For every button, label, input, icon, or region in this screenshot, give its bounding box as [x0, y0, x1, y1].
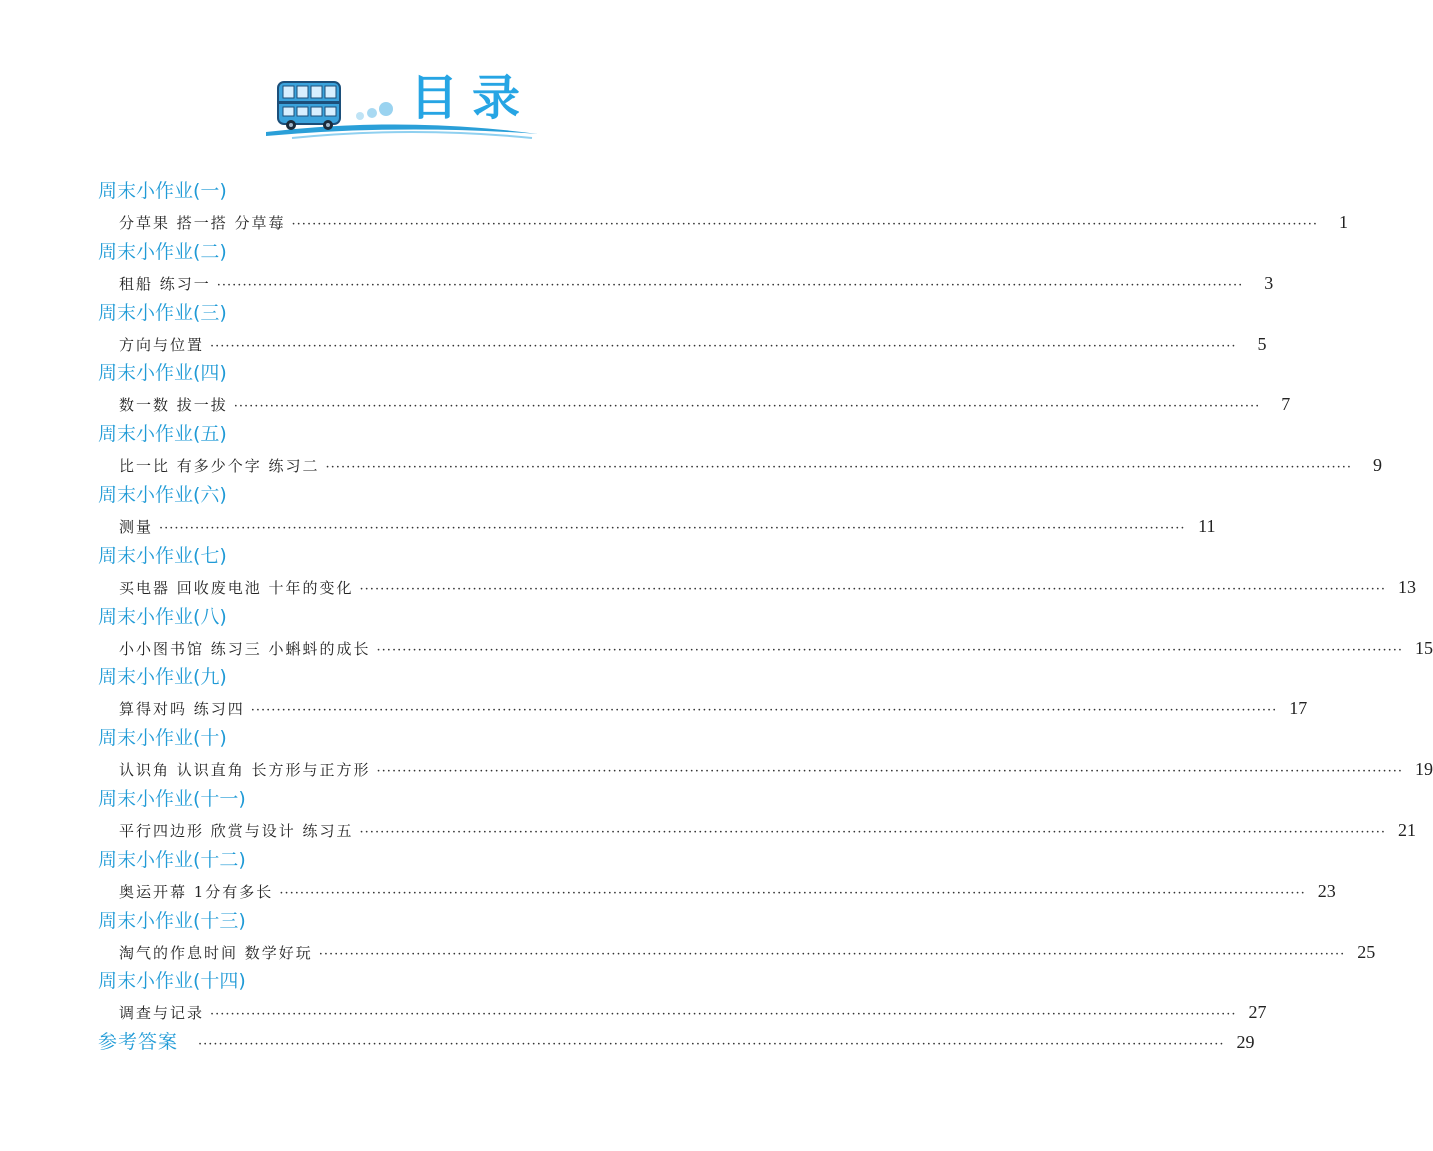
dot-leader: ········································································································································································································ — [279, 885, 1306, 901]
toc-entry[interactable] — [119, 332, 1267, 356]
section-title[interactable]: 周末小作业(五) — [98, 423, 227, 446]
answers-label: 参考答案 — [98, 1031, 179, 1053]
dot-leader: ········································································································································································································ — [250, 703, 1278, 719]
page-number: 1 — [1339, 212, 1349, 232]
page-title: 目录 — [410, 70, 535, 126]
section-title[interactable]: 周末小作业(四) — [98, 362, 227, 385]
section-title[interactable]: 周末小作业(七) — [98, 544, 227, 567]
section-title[interactable]: 周末小作业(八) — [98, 605, 227, 628]
entry-text: 算得对吗 练习四 — [119, 700, 245, 719]
toc-entry[interactable] — [119, 940, 1376, 964]
section-title[interactable]: 周末小作业(二) — [98, 240, 227, 263]
entry-text: 比一比 有多少个字 练习二 — [119, 457, 320, 476]
section-title[interactable]: 周末小作业(十四) — [98, 970, 246, 993]
toc-entry[interactable] — [119, 757, 1433, 781]
dot-leader: ········································································································································································································ — [210, 338, 1237, 354]
entry-text: 方向与位置 — [119, 335, 205, 354]
toc-entry[interactable] — [119, 210, 1349, 234]
dot-leader: ········································································································································································································ — [233, 399, 1261, 415]
section-title[interactable]: 周末小作业(十二) — [98, 848, 246, 871]
toc-entry[interactable] — [119, 696, 1308, 720]
answers-page-number: 29 — [1236, 1032, 1255, 1052]
page-number: 21 — [1398, 820, 1417, 840]
toc-entry[interactable] — [119, 392, 1291, 416]
page-number: 5 — [1257, 333, 1267, 354]
toc-entry[interactable] — [119, 514, 1216, 538]
entry-text: 买电器 回收废电池 十年的变化 — [119, 578, 354, 597]
section-title[interactable]: 周末小作业(十三) — [98, 909, 246, 932]
toc-entry[interactable] — [119, 453, 1383, 477]
page-number: 27 — [1248, 1002, 1267, 1023]
entry-text: 分草果 搭一搭 分草莓 — [119, 214, 286, 232]
section-title[interactable]: 周末小作业(一) — [98, 180, 227, 202]
section-title[interactable]: 周末小作业(十) — [98, 727, 227, 750]
toc-entry[interactable] — [119, 575, 1417, 599]
page-number: 25 — [1357, 941, 1376, 962]
page-number: 23 — [1317, 880, 1336, 901]
entry-text: 认识角 认识直角 长方形与正方形 — [119, 761, 371, 780]
page-number: 13 — [1398, 576, 1417, 597]
page-number: 7 — [1281, 394, 1291, 415]
toc-header — [262, 66, 542, 146]
answers-entry[interactable] — [98, 1030, 1255, 1054]
section-title[interactable]: 周末小作业(六) — [98, 484, 227, 506]
dot-leader: ········································································································································································································ — [159, 521, 1186, 536]
entry-text: 奥运开幕 1分有多长 — [119, 882, 274, 901]
entry-text: 租船 练习一 — [119, 274, 211, 293]
toc-entry[interactable] — [119, 636, 1433, 660]
page-number: 19 — [1415, 759, 1433, 780]
page-number: 11 — [1198, 516, 1216, 536]
section-title[interactable]: 周末小作业(十一) — [98, 788, 246, 810]
entry-text: 测量 — [119, 518, 154, 536]
section-title[interactable]: 周末小作业(三) — [98, 301, 227, 324]
toc-entry[interactable] — [119, 818, 1417, 842]
entry-text: 调查与记录 — [119, 1004, 205, 1023]
entry-text: 小小图书馆 练习三 小蝌蚪的成长 — [119, 639, 371, 658]
dot-leader: ········································································································································································································ — [291, 217, 1319, 232]
entry-text: 平行四边形 欣赏与设计 练习五 — [119, 822, 354, 840]
dot-leader: ········································································································································································································ — [198, 1037, 1225, 1052]
page-number: 9 — [1373, 455, 1383, 476]
toc-entry[interactable] — [119, 1000, 1267, 1024]
entry-text: 数一数 拔一拔 — [119, 396, 228, 415]
dot-leader: ········································································································································································································ — [376, 642, 1404, 658]
toc-entry[interactable] — [119, 879, 1336, 903]
toc-entry[interactable] — [119, 271, 1274, 295]
page-number: 17 — [1289, 698, 1308, 719]
dot-leader: ········································································································································································································ — [325, 460, 1353, 476]
entry-text: 淘气的作息时间 数学好玩 — [119, 943, 313, 962]
dot-leader: ········································································································································································································ — [359, 825, 1387, 840]
dot-leader: ········································································································································································································ — [216, 277, 1244, 293]
page-number: 3 — [1264, 272, 1274, 293]
dot-leader: ········································································································································································································ — [359, 581, 1387, 597]
dot-leader: ········································································································································································································ — [210, 1007, 1237, 1023]
dot-leader: ········································································································································································································ — [376, 764, 1404, 780]
section-title[interactable]: 周末小作业(九) — [98, 666, 227, 689]
page-number: 15 — [1415, 637, 1433, 658]
dot-leader: ········································································································································································································ — [318, 946, 1346, 962]
